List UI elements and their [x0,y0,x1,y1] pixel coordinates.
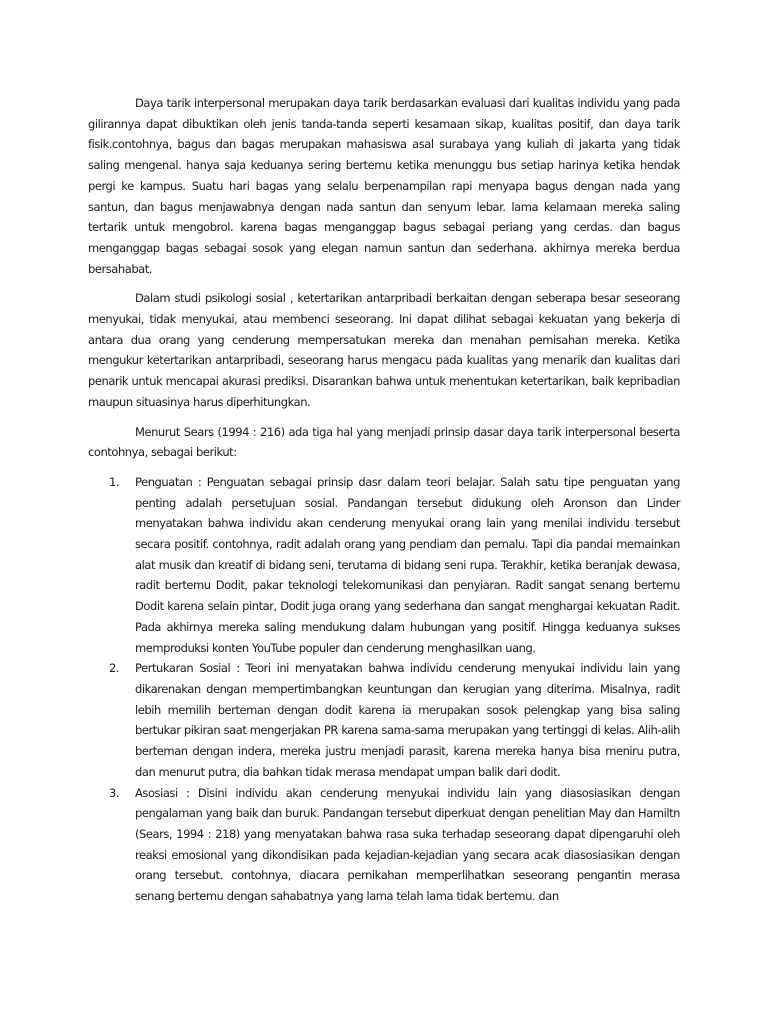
list-number: 3. [109,785,120,800]
principles-list [88,472,680,907]
paragraph-interpersonal-attraction: Daya tarik interpersonal merupakan daya tarik berdasarkan evaluasi dari kualitas individu yang pada gilirannya dapat dibuktikan oleh jenis tanda-tanda seperti kesamaan sikap, kualitas positif, dan daya tarik fisik.contohnya, bagus dan bagas merupakan mahasiswa asal surabaya yang kuliah di jakarta yang tidak saling mengenal. hanya saja keduanya sering bertemu ketika menunggu bus setiap harinya ketika hendak pergi ke kampus. Suatu hari bagas yang selalu berpenampilan rapi menyapa bagus dengan nada yang santun, dan bagus menjawabnya dengan nada santun dan senyum lebar. lama kelamaan mereka saling tertarik untuk mengobrol. karena bagas menganggap bagus sebagai periang yang cerdas. dan bagus menganggap bagas sebagai sosok yang elegan namun santun dan sederhana. akhirnya mereka berdua bersahabat. [88,96,680,276]
paragraph-social-psychology: Dalam studi psikologi sosial , ketertarikan antarpribadi berkaitan dengan seberapa besar seseorang menyukai, tidak menyukai, atau membenci seseorang. Ini dapat dilihat sebagai kekuatan yang bekerja di antara dua orang yang cenderung mempersatukan mereka dan menahan pemisahan mereka. Ketika mengukur ketertarikan antarpribadi, seseorang harus mengacu pada kualitas yang menarik dan kualitas dari penarik untuk mencapai akurasi prediksi. Disarankan bahwa untuk menentukan ketertarikan, baik kepribadian maupun situasinya harus diperhitungkan. [88,291,680,409]
paragraph-sears-intro: Menurut Sears (1994 : 216) ada tiga hal yang menjadi prinsip dasar daya tarik interpersonal beserta contohnya, sebagai berikut: [88,424,680,460]
list-number: 1. [109,474,120,489]
list-item-pertukaran-sosial [88,658,680,782]
list-item-text: Penguatan : Penguatan sebagai prinsip dasr dalam teori belajar. Salah satu tipe penguatan yang penting adalah persetujuan sosial. Pandangan tersebut didukung oleh Aronson dan Linder menyatakan bahwa individu akan cenderung menyukai orang lain yang menilai individu tersebut secara positif. contohnya, radit adalah orang yang pendiam dan pemalu. Tapi dia pandai memainkan alat musik dan kreatif di bidang seni, terutama di bidang seni rupa. Terakhir, ketika beranjak dewasa, radit bertemu Dodit, pakar teknologi telekomunikasi dan penyiaran. Radit sangat senang bertemu Dodit karena selain pintar, Dodit juga orang yang sederhana dan sangat menghargai kekuatan Radit. Pada akhirnya mereka saling mendukung dalam hubungan yang positif. Hingga keduanya sukses memproduksi konten YouTube populer dan cenderung menghasilkan uang. [135,474,680,655]
list-item-penguatan [88,472,680,658]
list-item-asosiasi [88,783,680,907]
list-number: 2. [109,661,120,676]
list-item-text: Pertukaran Sosial : Teori ini menyatakan bahwa individu cenderung menyukai individu lain yang dikarenakan dengan mempertimbangkan keuntungan dan kerugian yang diterima. Misalnya, radit lebih memilih berteman dengan dodit karena ia merupakan sosok pelengkap yang bisa saling bertukar pikiran saat mengerjakan PR karena sama-sama merupakan yang tertinggi di kelas. Alih-alih berteman dengan indera, mereka justru menjadi parasit, karena mereka hanya bisa meniru putra, dan menurut putra, dia bahkan tidak merasa mendapat umpan balik dari dodit. [135,661,680,779]
list-item-text: Asosiasi : Disini individu akan cenderung menyukai individu lain yang diasosiasikan dengan pengalaman yang baik dan buruk. Pandangan tersebut diperkuat dengan penelitian May dan Hamiltn (Sears, 1994 : 218) yang menyatakan bahwa rasa suka terhadap seseorang dapat dipengaruhi oleh reaksi emosional yang dikondisikan pada kejadian-kejadian yang secara acak diasosiasikan dengan orang tersebut. contohnya, diacara pernikahan memperlihatkan seseorang pengantin merasa senang bertemu dengan sahabatnya yang lama telah lama tidak bertemu. dan [135,785,680,904]
